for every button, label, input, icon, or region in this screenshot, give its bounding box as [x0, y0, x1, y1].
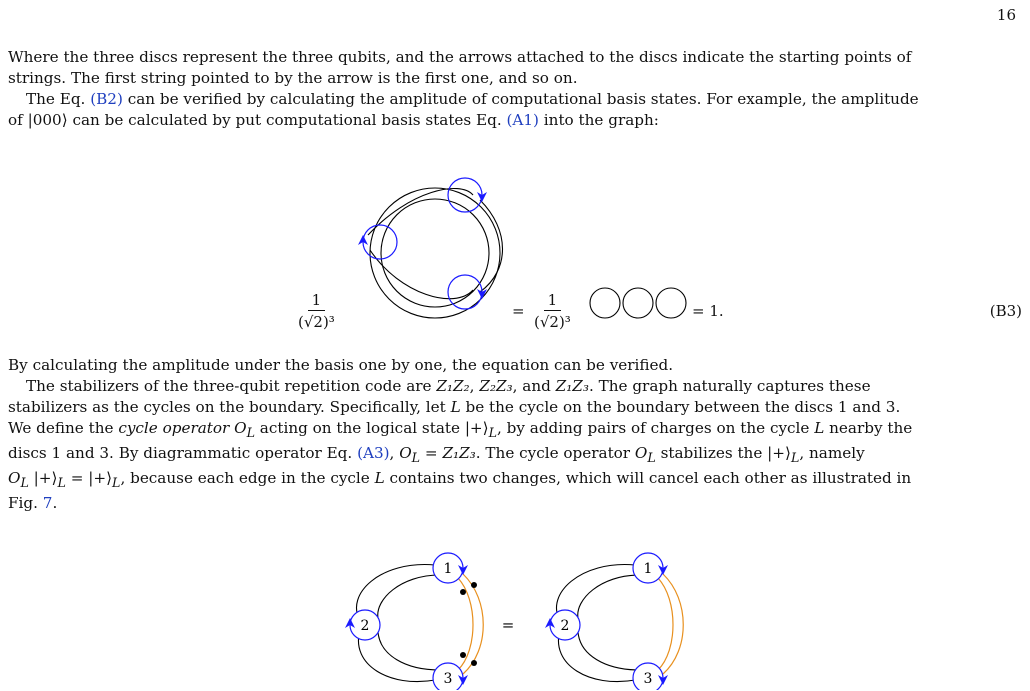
para4-line1: The stabilizers of the three-qubit repetition code are Z₁Z₂, Z₂Z₃, and Z₁Z₃. The graph naturally captures these — [26, 377, 871, 395]
para2-line2: of |000⟩ can be calculated by put computational basis states Eq. (A1) into the graph: — [8, 111, 659, 129]
paragraph-1 — [8, 47, 1022, 89]
eq-b3-label: (B3) — [989, 302, 1022, 320]
disc-bottom — [448, 275, 482, 309]
eq-b3-equals: = — [512, 302, 525, 320]
disc-3-label: 3 — [443, 671, 453, 687]
para4-line4: discs 1 and 3. By diagrammatic operator Eq. (A3), $O_L = Z_1Z_3$. The cycle operator $O_L$ stabilizes the $|+⟩_L$, namely — [8, 444, 865, 466]
string-inner-top — [578, 575, 640, 618]
fig7-equals: = — [501, 616, 515, 634]
eq-ref-a3[interactable]: (A3) — [357, 444, 390, 463]
paragraph-4 — [8, 376, 1022, 514]
disc-2-label: 2 — [560, 618, 570, 634]
fig7-right-diagram — [545, 553, 683, 690]
amplitude-graph — [340, 170, 520, 320]
eq-b3-result: = 1. — [692, 302, 724, 320]
loop-2 — [623, 288, 653, 318]
disc-3-label: 3 — [643, 671, 653, 687]
para4-line5: $O_L$ $|+⟩_L$ = $|+⟩_L$, because each edge in the cycle L contains two changes, which will cancel each other as illustrated in — [8, 469, 912, 491]
fig-ref-7[interactable]: 7 — [42, 494, 53, 513]
charge-dot — [471, 582, 477, 588]
disc-1-label: 1 — [443, 561, 453, 577]
figure-7 — [330, 540, 700, 690]
eq-b3-lhs-fraction: $\frac{1}{\text{(√2)³}}$ — [298, 291, 335, 331]
string-arc-top — [368, 188, 473, 235]
charge-dot — [460, 589, 466, 595]
string-inner-bottom — [578, 632, 640, 670]
string-inner-bottom — [378, 632, 440, 670]
para3-line1: By calculating the amplitude under the basis one by one, the equation can be verified. — [8, 356, 674, 374]
para4-line6: Fig. 7. — [8, 494, 58, 513]
para4-line2: stabilizers as the cycles on the boundary. Specifically, let L be the cycle on the boundary between the discs 1 and 3. — [8, 398, 901, 416]
three-loops — [588, 286, 692, 322]
eq-ref-a1[interactable]: (A1) — [506, 111, 539, 129]
page-number: 16 — [996, 6, 1016, 24]
para4-line3: We define the cycle operator $O_L$ acting on the logical state $|+⟩_L$, by adding pairs of charges on the cycle L nearby the — [8, 419, 913, 441]
para1-line1: Where the three discs represent the three qubits, and the arrows attached to the discs indicate the starting points of — [8, 48, 912, 66]
disc-2-label: 2 — [360, 618, 370, 634]
loop-3 — [656, 288, 686, 318]
string-inner-top — [378, 575, 440, 618]
para2-line1: The Eq. (B2) can be verified by calculating the amplitude of computational basis states. For example, the amplitude — [26, 90, 919, 108]
disc-left — [363, 225, 397, 259]
fig7-left-diagram — [345, 553, 483, 690]
cycle-edge-inner — [658, 578, 673, 670]
disc-1-label: 1 — [643, 561, 653, 577]
eq-b3-rhs-fraction: $\frac{1}{\text{(√2)³}}$ — [534, 291, 571, 331]
charge-dot — [460, 652, 466, 658]
paragraph-2 — [8, 89, 1022, 131]
eq-ref-b2[interactable]: (B2) — [90, 90, 123, 108]
paragraph-3 — [8, 355, 1022, 376]
loop-1 — [590, 288, 620, 318]
para1-line2: strings. The first string pointed to by the arrow is the first one, and so on. — [8, 69, 578, 87]
charge-dot — [471, 660, 477, 666]
